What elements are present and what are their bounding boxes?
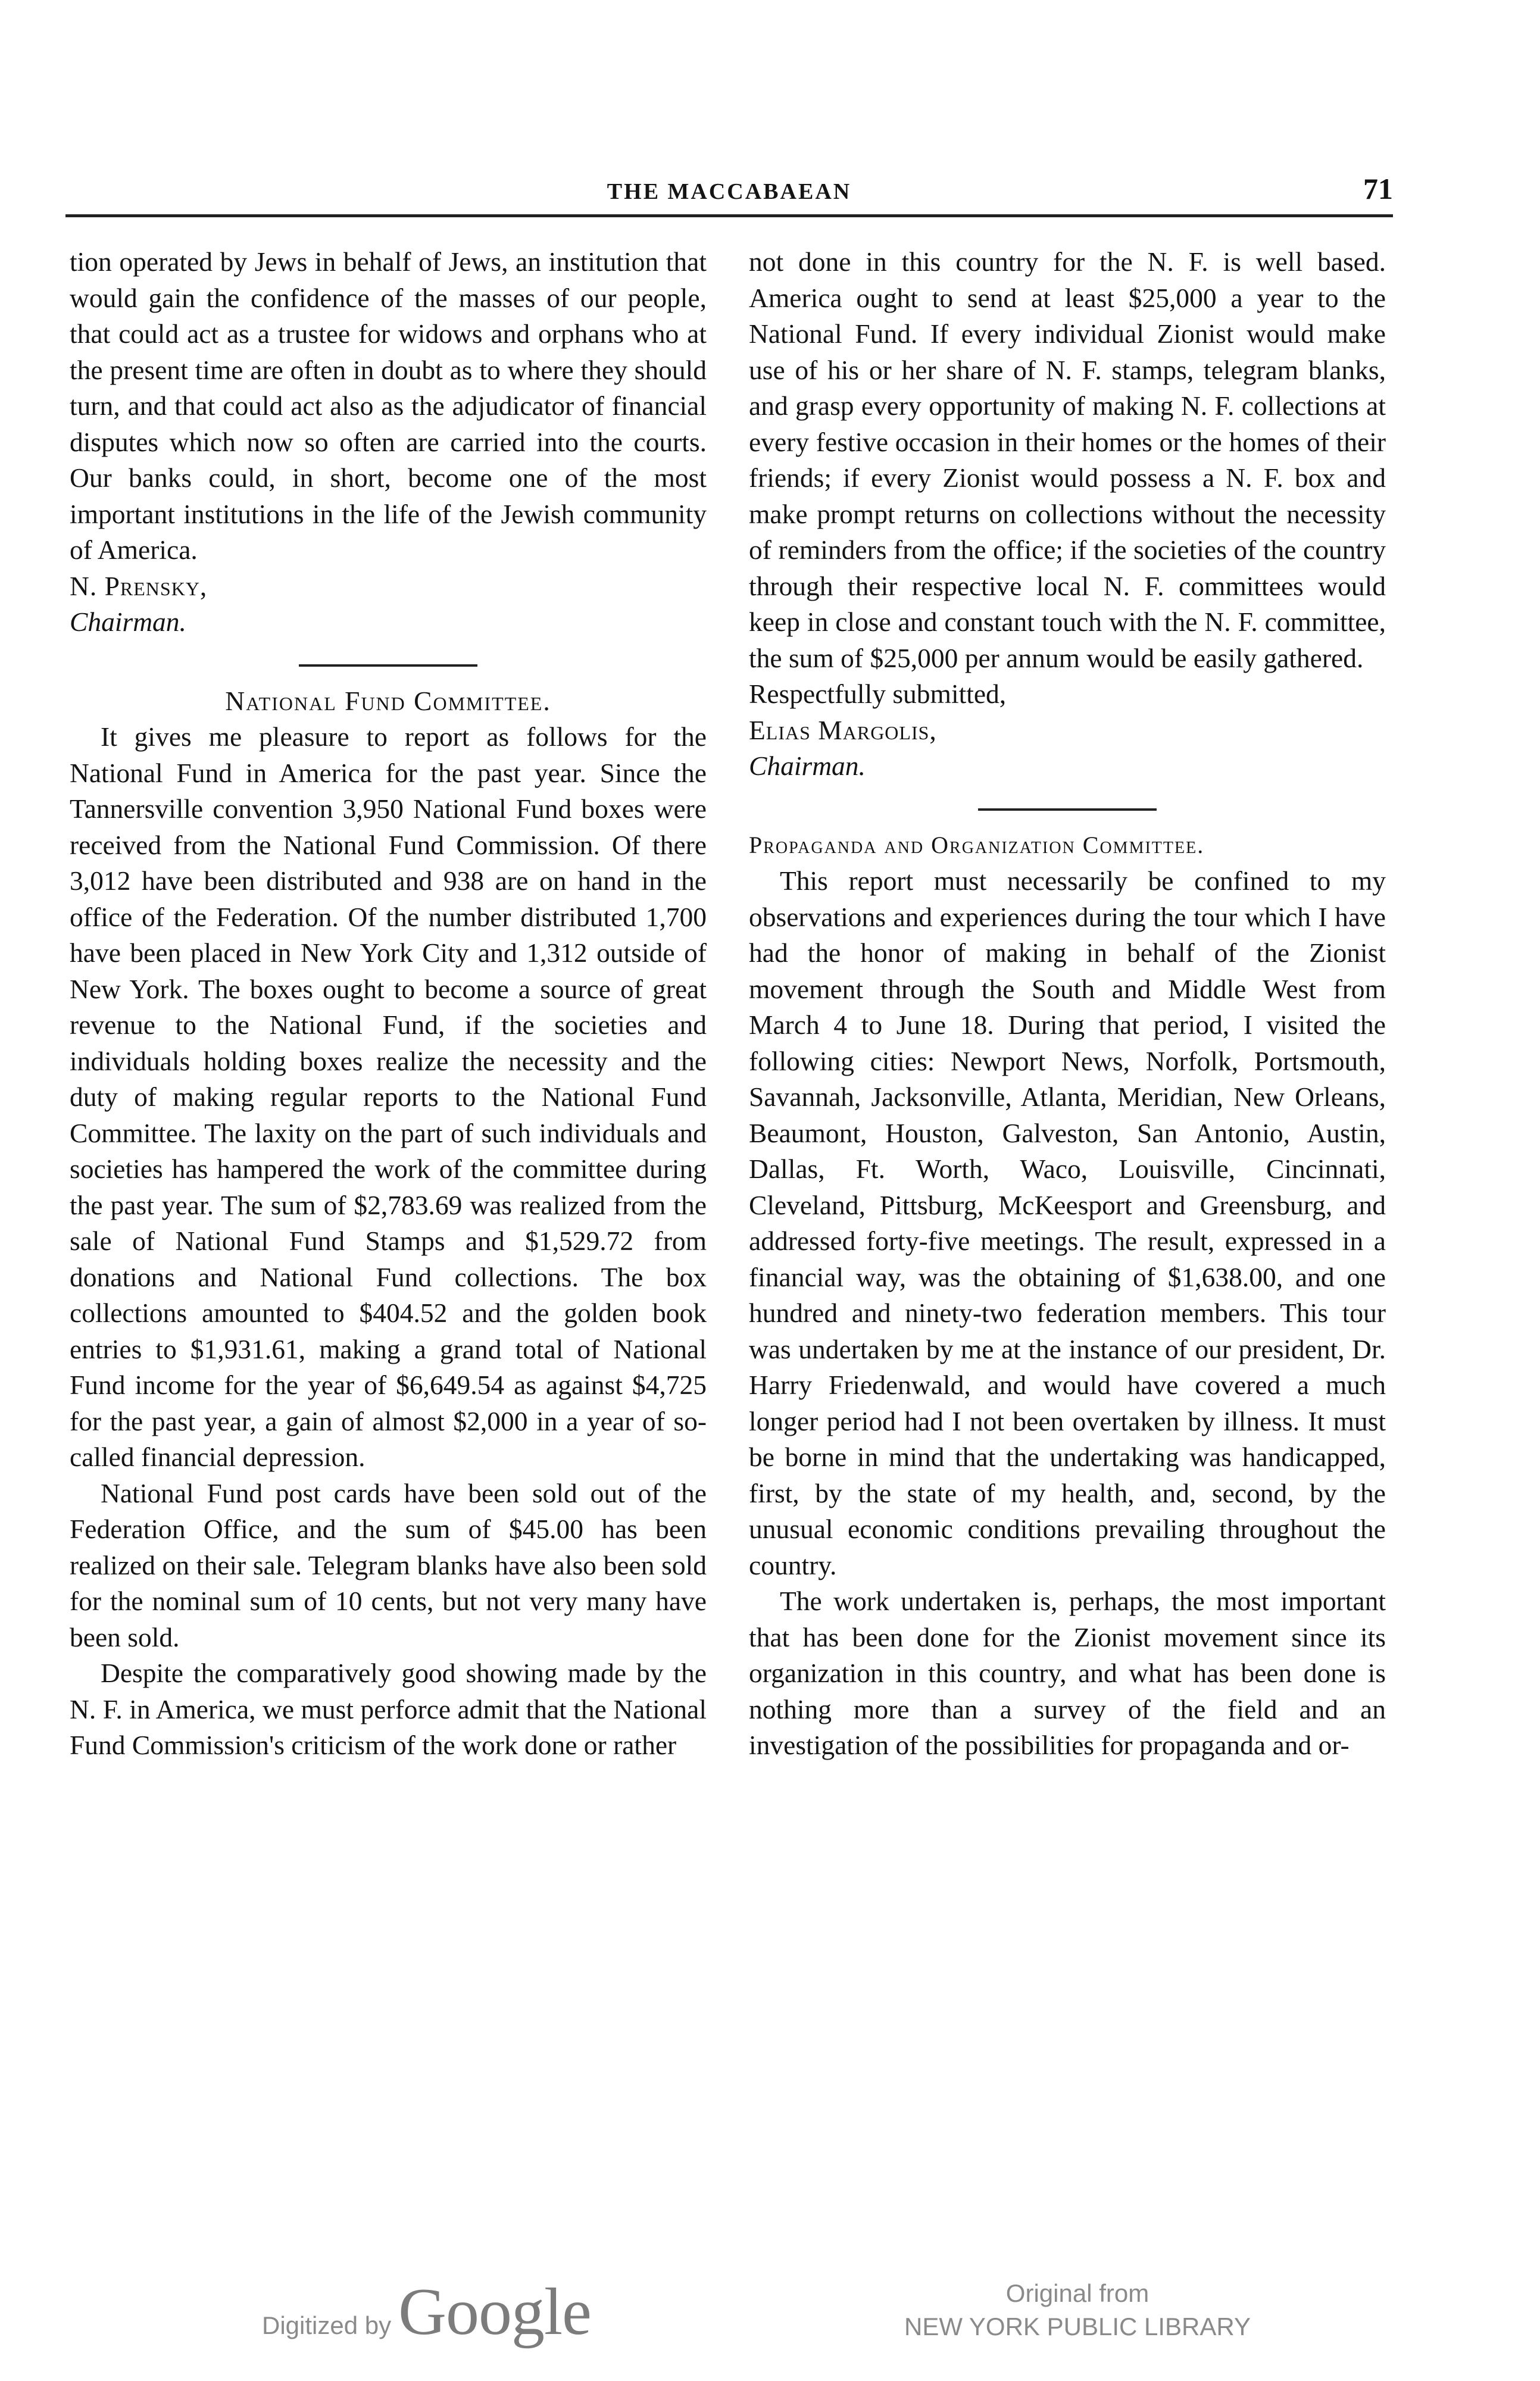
page-number: 71: [1363, 172, 1393, 205]
left-paragraph-4: Despite the comparatively good showing made by the N. F. in America, we must perforce admit that the National Fund Commission's criticism of the work done or rather: [70, 1658, 707, 1760]
section-heading-national-fund: National Fund Committee.: [225, 685, 551, 716]
left-column: [70, 244, 707, 2107]
signature-name: [70, 568, 707, 605]
running-header: [65, 172, 1393, 217]
signature-name: [749, 713, 1386, 749]
original-from-text: Original from: [1005, 2279, 1149, 2307]
left-paragraph-3: National Fund post cards have been sold out of the Federation Office, and the sum of $45.00 has been realized on their sale. Telegram blanks have also been sold for the nominal sum of 10 cents, but not very many have been sold.: [70, 1477, 707, 1652]
library-name-text: NEW YORK PUBLIC LIBRARY: [904, 2313, 1251, 2341]
right-paragraph-2: This report must necessarily be confined to my observations and experiences during the tour which I have had the honor of making in behalf of the Zionist movement through the South and Middle West from March 4 to June 18. During that period, I visited the following cities: Newport News, Norfolk, Portsmouth, Savannah, Jacksonville, Atlanta, Meridian, New Orleans, Beaumont, Houston, Galveston, San Antonio, Austin, Dallas, Ft. Worth, Waco, Louisville, Cincinnati, Cleveland, Pittsburg, McKeesport and Greensburg, and addressed forty-five meetings. The result, expressed in a financial way, was the obtaining of $1,638.00, and one hundred and ninety-two federation members. This tour was undertaken by me at the instance of our president, Dr. Harry Friedenwald, and would have covered a much longer period had I not been overtaken by illness. It must be borne in mind that the undertaking was handicapped, first, by the state of my health, and, second, by the unusual economic conditions prevailing throughout the country.: [749, 865, 1386, 1580]
left-paragraph-1: tion operated by Jews in behalf of Jews, an institution that would gain the confidence of the masses of our people, that could act as a trustee for widows and orphans who at the present time are often in doubt as to where they should turn, and that could act also as the adjudicator of financial disputes which now so often are carried into the courts. Our banks could, in short, become one of the most important institutions in the life of the Jewish community of America.: [70, 246, 707, 565]
digitized-watermark: [262, 2274, 591, 2349]
library-watermark: [887, 2277, 1268, 2343]
google-logo: Google: [398, 2275, 591, 2349]
right-paragraph-3: The work undertaken is, perhaps, the most important that has been done for the Zionist movement since its organization in this country, and what has been done is nothing more than a survey of the field and an investigation of the possibilities for propaganda and or-: [749, 1586, 1386, 1760]
signature-title: [749, 748, 1386, 785]
signature-name-text: N. Prensky,: [70, 570, 208, 601]
signature-title-text: Chairman.: [70, 607, 186, 637]
section-divider: [978, 808, 1157, 811]
signature-name-text: Elias Margolis,: [749, 714, 937, 745]
left-paragraph-2: It gives me pleasure to report as follows for the National Fund in America for the past year. Since the Tannersville convention 3,950 National Fund boxes were received from the National Fund Commission. Of there 3,012 have been distributed and 938 are on hand in the office of the Federation. Of the number distributed 1,700 have been placed in New York City and 1,312 outside of New York. The boxes ought to become a source of great revenue to the National Fund, if the societies and individuals holding boxes realize the necessity and the duty of making regular reports to the National Fund Committee. The laxity on the part of such individuals and societies has hampered the work of the committee during the past year. The sum of $2,783.69 was realized from the sale of National Fund Stamps and $1,529.72 from donations and National Fund collections. The box collections amounted to $404.52 and the golden book entries to $1,931.61, making a grand total of National Fund income for the year of $6,649.54 as against $4,725 for the past year, a gain of almost $2,000 in a year of so-called financial depression.: [70, 721, 707, 1472]
journal-title: THE MACCABAEAN: [607, 179, 852, 204]
section-heading-propaganda: Propaganda and Organization Committee.: [749, 831, 1205, 858]
closing-line: Respectfully submitted,: [749, 679, 1007, 709]
section-divider: [299, 664, 477, 667]
digitized-by-text: Digitized by: [262, 2311, 392, 2339]
signature-title: [70, 604, 707, 640]
right-column: [749, 244, 1386, 2107]
signature-title-text: Chairman.: [749, 751, 866, 781]
right-paragraph-1: not done in this country for the N. F. is well based. America ought to send at least $25,000 a year to the National Fund. If every individual Zionist would make use of his or her share of N. F. stamps, telegram blanks, and grasp every opportunity of making N. F. collections at every festive occasion in their homes or the homes of their friends; if every Zionist would possess a N. F. box and make prompt returns on collections without the necessity of reminders from the office; if the societies of the country through their respective local N. F. committees would keep in close and constant touch with the N. F. committee, the sum of $25,000 per annum would be easily gathered.: [749, 246, 1386, 673]
